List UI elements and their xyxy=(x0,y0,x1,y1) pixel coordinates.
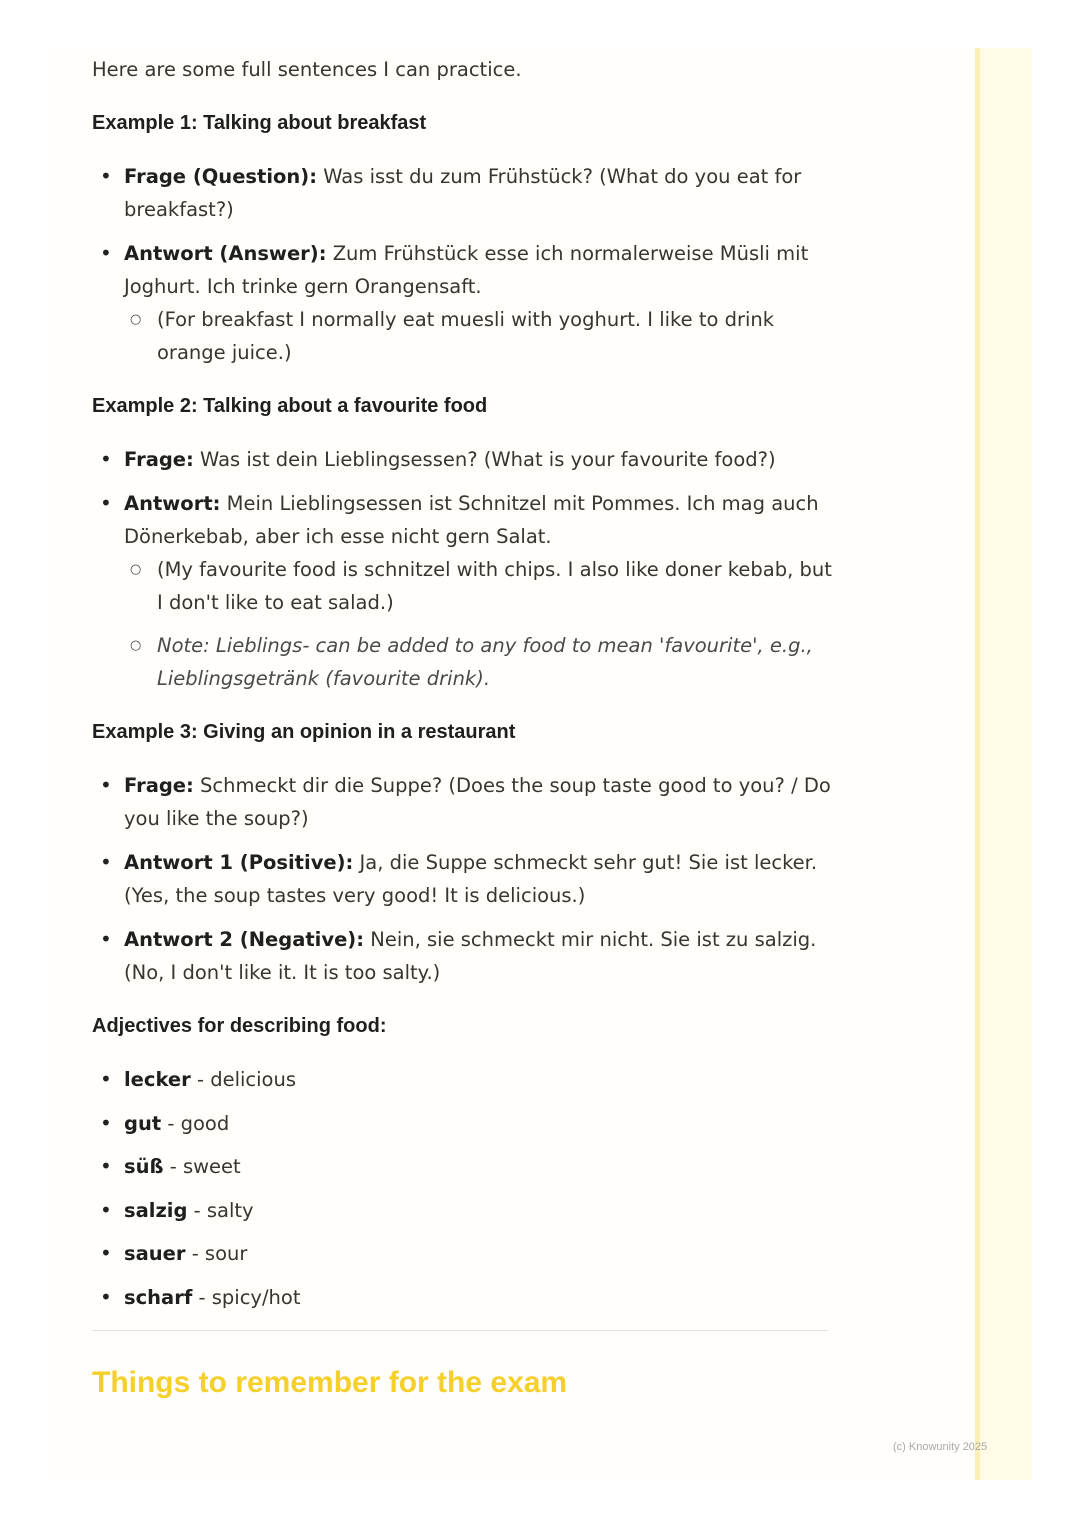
item-text: Nein, sie schmeckt mir nicht. Sie ist zu salzig. (No, I don't like it. It is too salty.) xyxy=(124,928,817,984)
item-label: Frage: xyxy=(124,448,194,471)
list-item xyxy=(92,923,832,989)
vocab-item xyxy=(92,1281,832,1314)
example-2-heading: Example 2: Talking about a favourite food xyxy=(92,395,488,417)
example-2-list xyxy=(92,443,832,695)
adjectives-heading: Adjectives for describing food: xyxy=(92,1015,387,1037)
divider xyxy=(92,1330,828,1331)
example-1-heading: Example 1: Talking about breakfast xyxy=(92,112,427,134)
item-label: Antwort (Answer): xyxy=(124,242,327,265)
sub-list xyxy=(124,303,832,369)
intro-text: Here are some full sentences I can practice. xyxy=(92,58,522,81)
item-text: Ja, die Suppe schmeckt sehr gut! Sie ist lecker. (Yes, the soup tastes very good! It is delicious.) xyxy=(124,851,818,907)
example-3-heading: Example 3: Giving an opinion in a restaurant xyxy=(92,721,516,743)
item-text: Mein Lieblingsessen ist Schnitzel mit Pommes. Ich mag auch Dönerkebab, aber ich esse nicht gern Salat. xyxy=(124,492,819,548)
vocab-item xyxy=(92,1063,832,1096)
item-text: Was ist dein Lieblingsessen? (What is your favourite food?) xyxy=(193,448,776,471)
item-text: Schmeckt dir die Suppe? (Does the soup taste good to you? / Do you like the soup?) xyxy=(124,774,831,830)
note-item: ○ Note: Lieblings- can be added to any food to mean 'favourite', e.g., Lieblingsgetränk (favourite drink). xyxy=(124,629,832,695)
vocab-term: sauer xyxy=(124,1242,186,1265)
vocab-meaning: - spicy/hot xyxy=(192,1285,301,1309)
example-1-list xyxy=(92,160,832,369)
document-content xyxy=(92,54,832,1401)
item-text: Was isst du zum Frühstück? (What do you eat for breakfast?) xyxy=(124,165,802,221)
vocab-meaning: - salty xyxy=(187,1198,254,1222)
item-label: Frage (Question): xyxy=(124,165,318,188)
vocab-item xyxy=(92,1237,832,1270)
vocab-term: salzig xyxy=(124,1198,188,1222)
vocab-term: süß xyxy=(124,1155,164,1178)
adjectives-list xyxy=(92,1063,832,1314)
vocab-item xyxy=(92,1194,832,1227)
vocab-meaning: - sour xyxy=(185,1242,248,1265)
item-text: Zum Frühstück esse ich normalerweise Müsli mit Joghurt. Ich trinke gern Orangensaft. xyxy=(124,242,809,298)
vocab-term: lecker xyxy=(124,1068,191,1091)
list-item xyxy=(92,846,832,912)
vocab-term: gut xyxy=(124,1111,162,1135)
sub-list xyxy=(124,553,832,695)
list-item xyxy=(92,487,832,695)
vocab-meaning: - good xyxy=(161,1111,230,1135)
example-3-list xyxy=(92,769,832,989)
vocab-term: scharf xyxy=(124,1285,193,1309)
list-item xyxy=(92,160,832,226)
item-label: Antwort: xyxy=(124,492,221,515)
vocab-item xyxy=(92,1150,832,1183)
vocab-meaning: - delicious xyxy=(190,1068,296,1091)
list-item xyxy=(92,769,832,835)
list-item xyxy=(92,443,832,476)
vocab-item xyxy=(92,1107,832,1140)
list-item xyxy=(92,237,832,369)
item-label: Frage: xyxy=(124,774,194,797)
side-panel xyxy=(980,48,1032,1480)
item-label: Antwort 2 (Negative): xyxy=(124,928,365,951)
copyright-text: (c) Knowunity 2025 xyxy=(893,1441,988,1453)
item-label: Antwort 1 (Positive): xyxy=(124,851,354,874)
section-title: Things to remember for the exam xyxy=(92,1365,568,1399)
sub-list-item: ○ (For breakfast I normally eat muesli with yoghurt. I like to drink orange juice.) xyxy=(124,303,832,369)
vocab-meaning: - sweet xyxy=(163,1155,241,1178)
sub-list-item: ○ (My favourite food is schnitzel with chips. I also like doner kebab, but I don't like to eat salad.) xyxy=(124,553,832,619)
